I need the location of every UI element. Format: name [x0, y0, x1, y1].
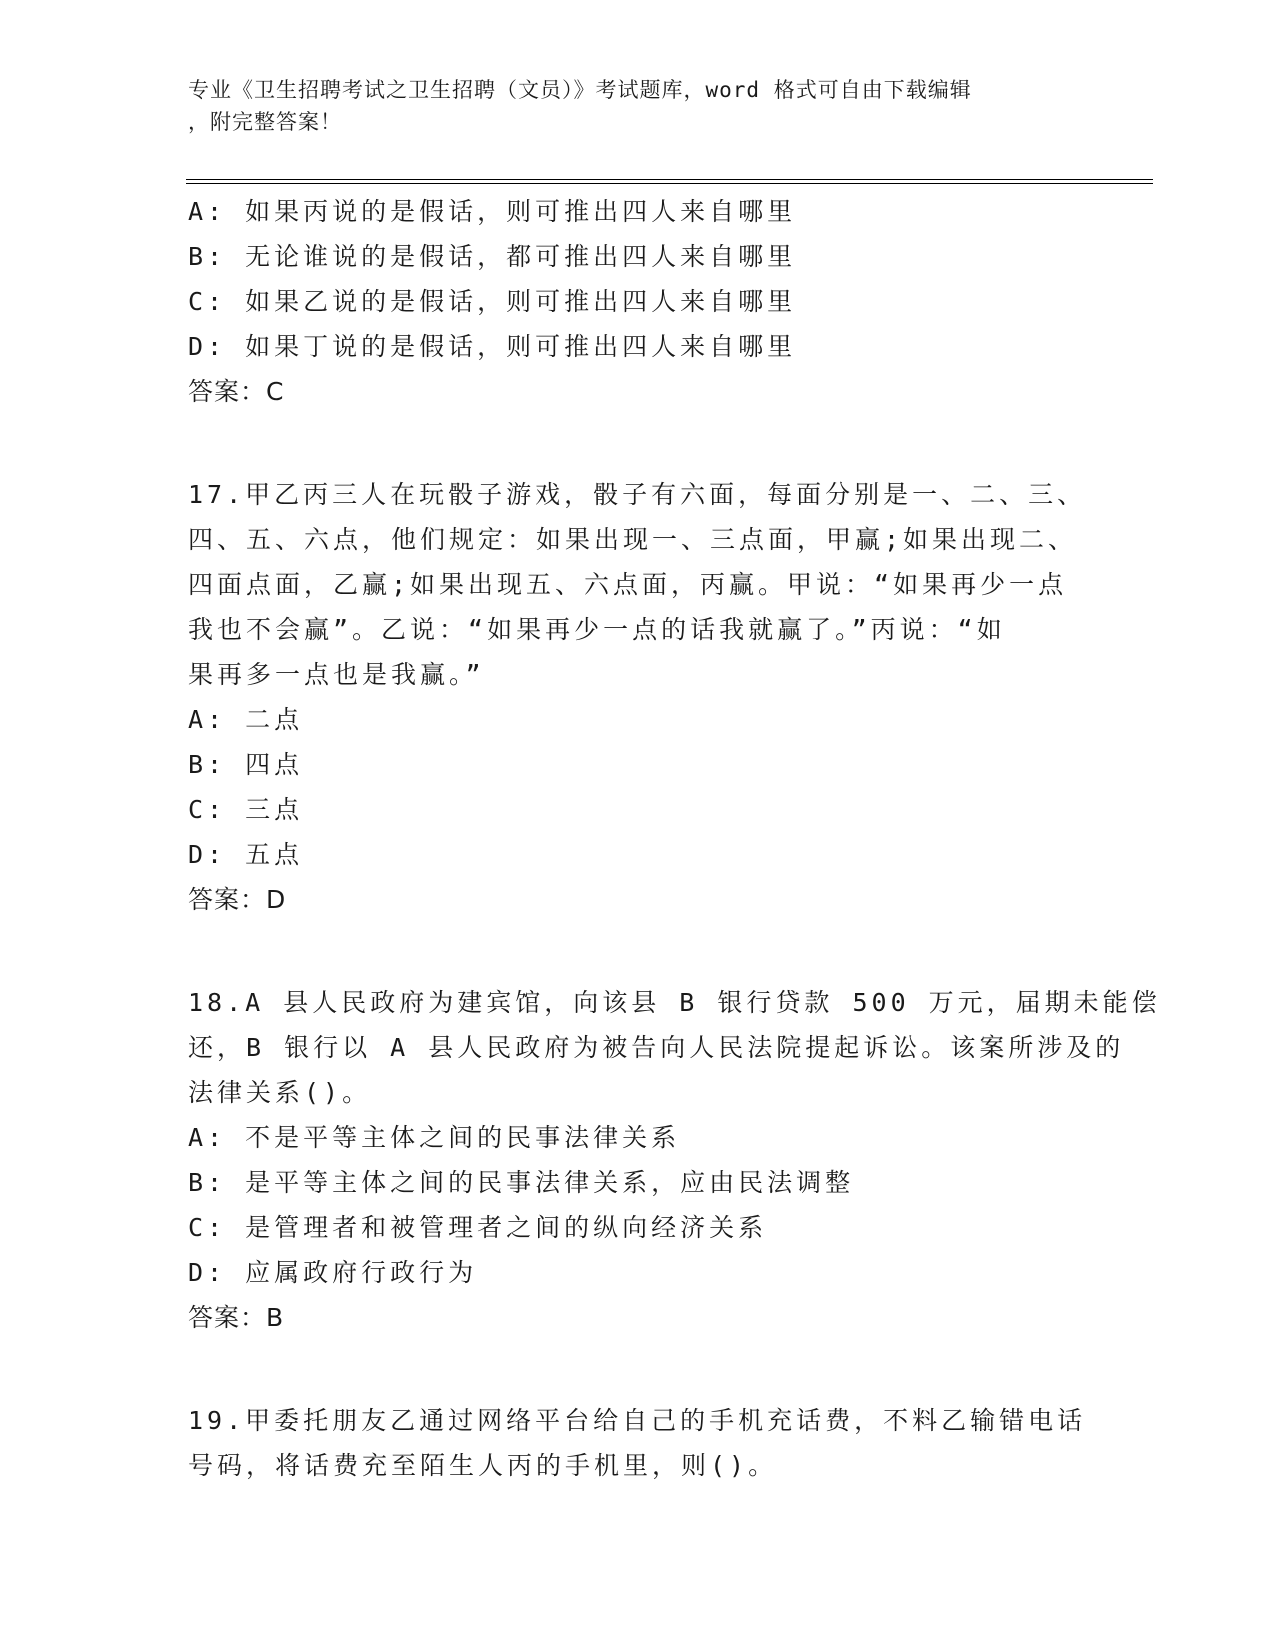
question-stem-line: 17.甲乙丙三人在玩骰子游戏，骰子有六面，每面分别是一、二、三、 [188, 480, 1087, 509]
document-header [188, 74, 1068, 138]
header-line-2: ，附完整答案！ [188, 110, 342, 134]
option-d: D: 应属政府行政行为 [188, 1258, 478, 1287]
option-c: C: 如果乙说的是假话，则可推出四人来自哪里 [188, 287, 797, 316]
question-stem-line: 法律关系()。 [188, 1078, 372, 1107]
question-stem-line: 我也不会赢”。乙说：“如果再少一点的话我就赢了。”丙说：“如 [188, 615, 1006, 644]
question-18 [188, 980, 1161, 1340]
option-b: B: 是平等主体之间的民事法律关系，应由民法调整 [188, 1168, 855, 1197]
question-stem-line: 18.A 县人民政府为建宾馆，向该县 B 银行贷款 500 万元，届期未能偿 [188, 988, 1161, 1017]
option-b: B: 四点 [188, 750, 304, 779]
question-stem-line: 果再多一点也是我赢。” [188, 660, 485, 689]
question-16 [188, 189, 1088, 414]
option-a: A: 二点 [188, 705, 304, 734]
answer: 答案：C [188, 377, 285, 406]
option-d: D: 如果丁说的是假话，则可推出四人来自哪里 [188, 332, 797, 361]
spacer [188, 414, 1088, 472]
question-stem-line: 19.甲委托朋友乙通过网络平台给自己的手机充话费，不料乙输错电话 [188, 1406, 1087, 1435]
answer: 答案：D [188, 885, 287, 914]
option-a: A: 如果丙说的是假话，则可推出四人来自哪里 [188, 197, 797, 226]
option-a: A: 不是平等主体之间的民事法律关系 [188, 1123, 681, 1152]
option-b: B: 无论谁说的是假话，都可推出四人来自哪里 [188, 242, 797, 271]
answer: 答案：B [188, 1303, 285, 1332]
question-stem-line: 四、五、六点，他们规定：如果出现一、三点面，甲赢;如果出现二、 [188, 525, 1078, 554]
question-17 [188, 472, 1088, 922]
header-divider-bottom [186, 183, 1153, 184]
spacer [188, 922, 1088, 980]
question-list [188, 189, 1161, 1488]
option-c: C: 是管理者和被管理者之间的纵向经济关系 [188, 1213, 768, 1242]
option-c: C: 三点 [188, 795, 304, 824]
question-19 [188, 1398, 1088, 1488]
question-stem-line: 四面点面，乙赢;如果出现五、六点面，丙赢。甲说：“如果再少一点 [188, 570, 1068, 599]
spacer [188, 1340, 1088, 1398]
question-stem-line: 号码，将话费充至陌生人丙的手机里，则()。 [188, 1451, 778, 1480]
header-line-1: 专业《卫生招聘考试之卫生招聘（文员）》考试题库，word 格式可自由下载编辑 [188, 78, 972, 102]
option-d: D: 五点 [188, 840, 304, 869]
header-divider-top [186, 179, 1153, 180]
question-stem-line: 还，B 银行以 A 县人民政府为被告向人民法院提起诉讼。该案所涉及的 [188, 1033, 1125, 1062]
